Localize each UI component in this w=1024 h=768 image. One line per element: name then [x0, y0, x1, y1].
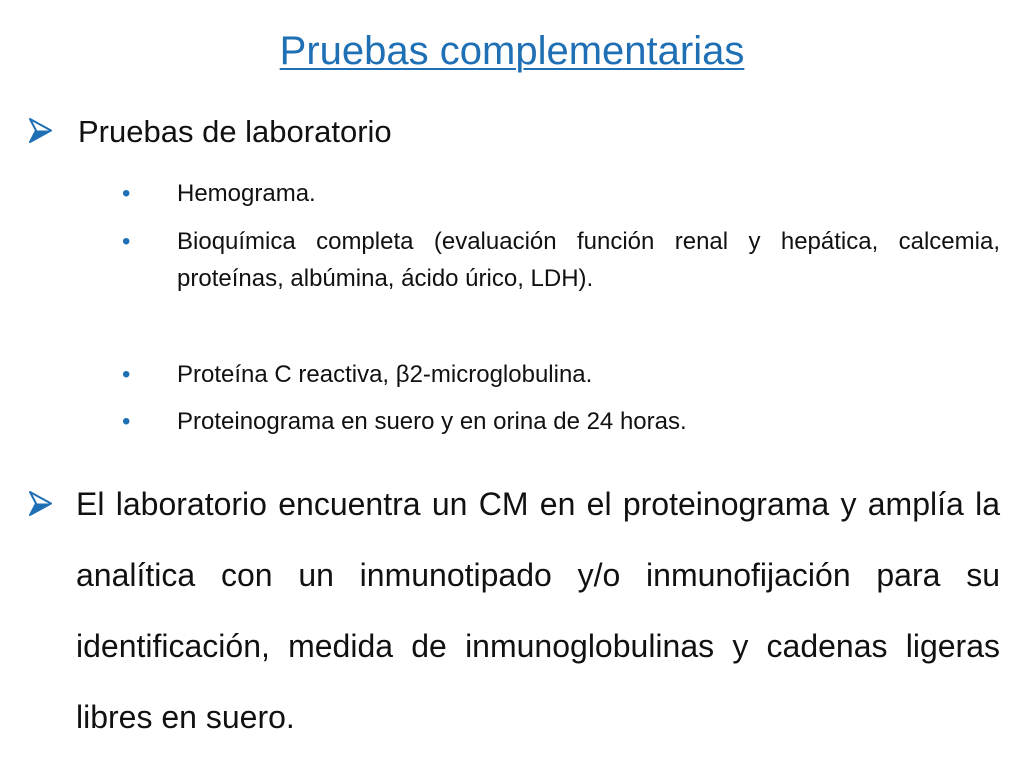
bullet-dot-icon: • — [122, 361, 131, 388]
list-item-text: Proteína C reactiva, β2-microglobulina. — [177, 361, 593, 388]
list-item-text: Proteinograma en suero y en orina de 24 horas. — [177, 408, 687, 435]
bullet-dot-icon: • — [122, 408, 131, 435]
section-heading-laboratorio: Pruebas de laboratorio — [78, 114, 392, 149]
arrow-bullet-icon — [27, 490, 54, 517]
list-item-text: Hemograma. — [177, 180, 316, 207]
arrow-bullet-icon — [27, 117, 54, 144]
bullet-dot-icon: • — [122, 180, 131, 207]
slide-title: Pruebas complementarias — [279, 29, 745, 73]
list-item-text: Bioquímica completa (evaluación función renal y hepática, calcemia, proteínas, albúmina, ácido úrico, LDH). — [177, 228, 1000, 292]
bullet-dot-icon: • — [122, 228, 131, 255]
lab-findings-paragraph: El laboratorio encuentra un CM en el proteinograma y amplía la analítica con un inmunotipado y/o inmunofijación para su identificación, medida de inmunoglobulinas y cadenas ligeras libres en suero. — [76, 486, 1000, 735]
